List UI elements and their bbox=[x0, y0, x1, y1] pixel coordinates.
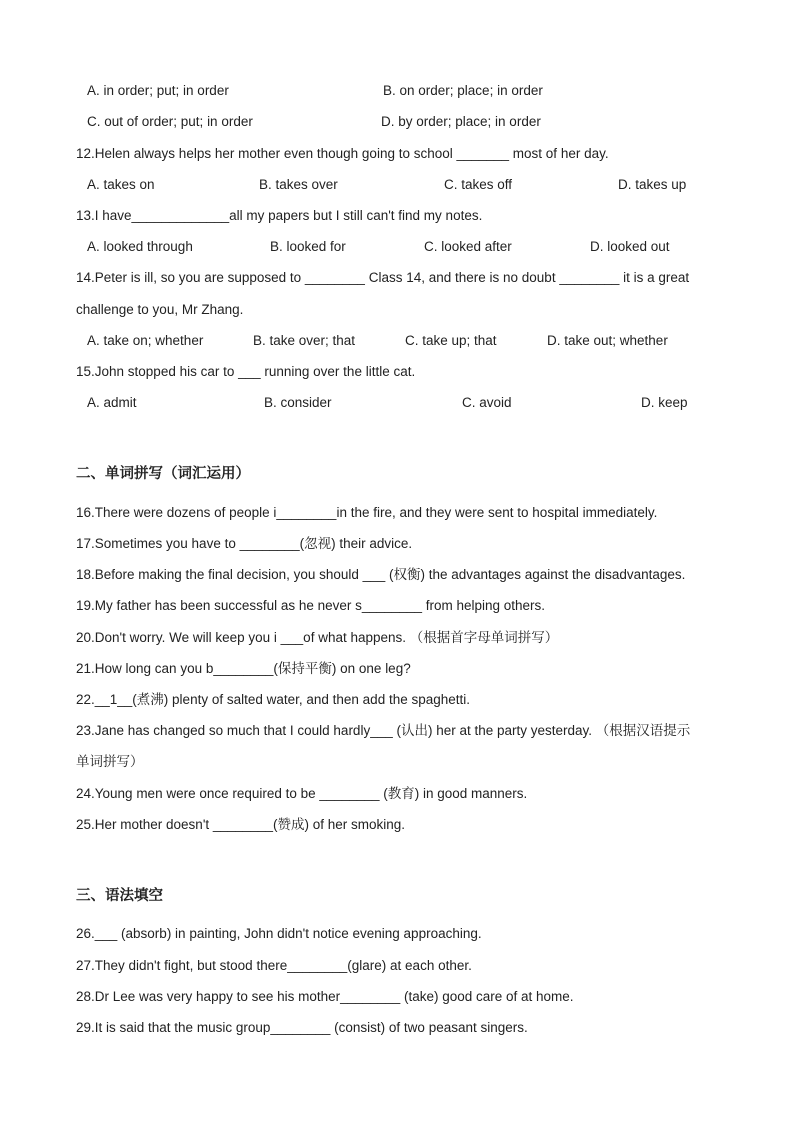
q19: 19.My father has been successful as he never s________ from helping others. bbox=[76, 598, 546, 613]
q17: 17.Sometimes you have to ________(忽视) their advice. bbox=[76, 536, 413, 551]
q13-option-d: D. looked out bbox=[590, 239, 670, 254]
q14-option-d: D. take out; whether bbox=[547, 333, 668, 348]
q13-option-a: A. looked through bbox=[87, 239, 193, 254]
q15-option-d: D. keep bbox=[641, 395, 688, 410]
q15-option-a: A. admit bbox=[87, 395, 137, 410]
q28: 28.Dr Lee was very happy to see his mother________ (take) good care of at home. bbox=[76, 989, 574, 1004]
q27: 27.They didn't fight, but stood there________(glare) at each other. bbox=[76, 958, 472, 973]
q11-option-c: C. out of order; put; in order bbox=[87, 114, 253, 129]
q14-option-a: A. take on; whether bbox=[87, 333, 204, 348]
q15-option-b: B. consider bbox=[264, 395, 332, 410]
q21: 21.How long can you b________(保持平衡) on one leg? bbox=[76, 661, 411, 676]
q11-option-b: B. on order; place; in order bbox=[383, 83, 543, 98]
q26: 26.___ (absorb) in painting, John didn't notice evening approaching. bbox=[76, 926, 482, 941]
q12-option-a: A. takes on bbox=[87, 177, 155, 192]
section2-heading: 二、单词拼写（词汇运用） bbox=[76, 466, 250, 482]
q25: 25.Her mother doesn't ________(赞成) of her smoking. bbox=[76, 817, 405, 832]
q15-option-c: C. avoid bbox=[462, 395, 512, 410]
q14-stem-line2: challenge to you, Mr Zhang. bbox=[76, 302, 244, 317]
q23-line1: 23.Jane has changed so much that I could hardly___ (认出) her at the party yesterday. （根据汉语提示 bbox=[76, 723, 691, 738]
q16: 16.There were dozens of people i________in the fire, and they were sent to hospital immediately. bbox=[76, 505, 658, 520]
q22: 22.__1__(煮沸) plenty of salted water, and then add the spaghetti. bbox=[76, 692, 471, 707]
section3-heading: 三、语法填空 bbox=[76, 888, 163, 904]
q14-option-c: C. take up; that bbox=[405, 333, 497, 348]
q18: 18.Before making the final decision, you should ___ (权衡) the advantages against the disadvantages. bbox=[76, 567, 686, 582]
q15-stem: 15.John stopped his car to ___ running over the little cat. bbox=[76, 364, 416, 379]
q23-line2: 单词拼写） bbox=[76, 754, 144, 769]
q13-stem: 13.I have_____________all my papers but I still can't find my notes. bbox=[76, 208, 483, 223]
q14-stem-line1: 14.Peter is ill, so you are supposed to ________ Class 14, and there is no doubt ________ it is a great bbox=[76, 270, 690, 285]
q14-option-b: B. take over; that bbox=[253, 333, 356, 348]
q13-option-c: C. looked after bbox=[424, 239, 512, 254]
q20: 20.Don't worry. We will keep you i ___of what happens. （根据首字母单词拼写） bbox=[76, 630, 559, 645]
q29: 29.It is said that the music group________ (consist) of two peasant singers. bbox=[76, 1020, 528, 1035]
q12-stem: 12.Helen always helps her mother even though going to school _______ most of her day. bbox=[76, 146, 609, 161]
q12-option-d: D. takes up bbox=[618, 177, 687, 192]
q11-option-d: D. by order; place; in order bbox=[381, 114, 541, 129]
q24: 24.Young men were once required to be ________ (教育) in good manners. bbox=[76, 786, 528, 801]
q12-option-b: B. takes over bbox=[259, 177, 338, 192]
q12-option-c: C. takes off bbox=[444, 177, 513, 192]
q11-option-a: A. in order; put; in order bbox=[87, 83, 229, 98]
q13-option-b: B. looked for bbox=[270, 239, 346, 254]
